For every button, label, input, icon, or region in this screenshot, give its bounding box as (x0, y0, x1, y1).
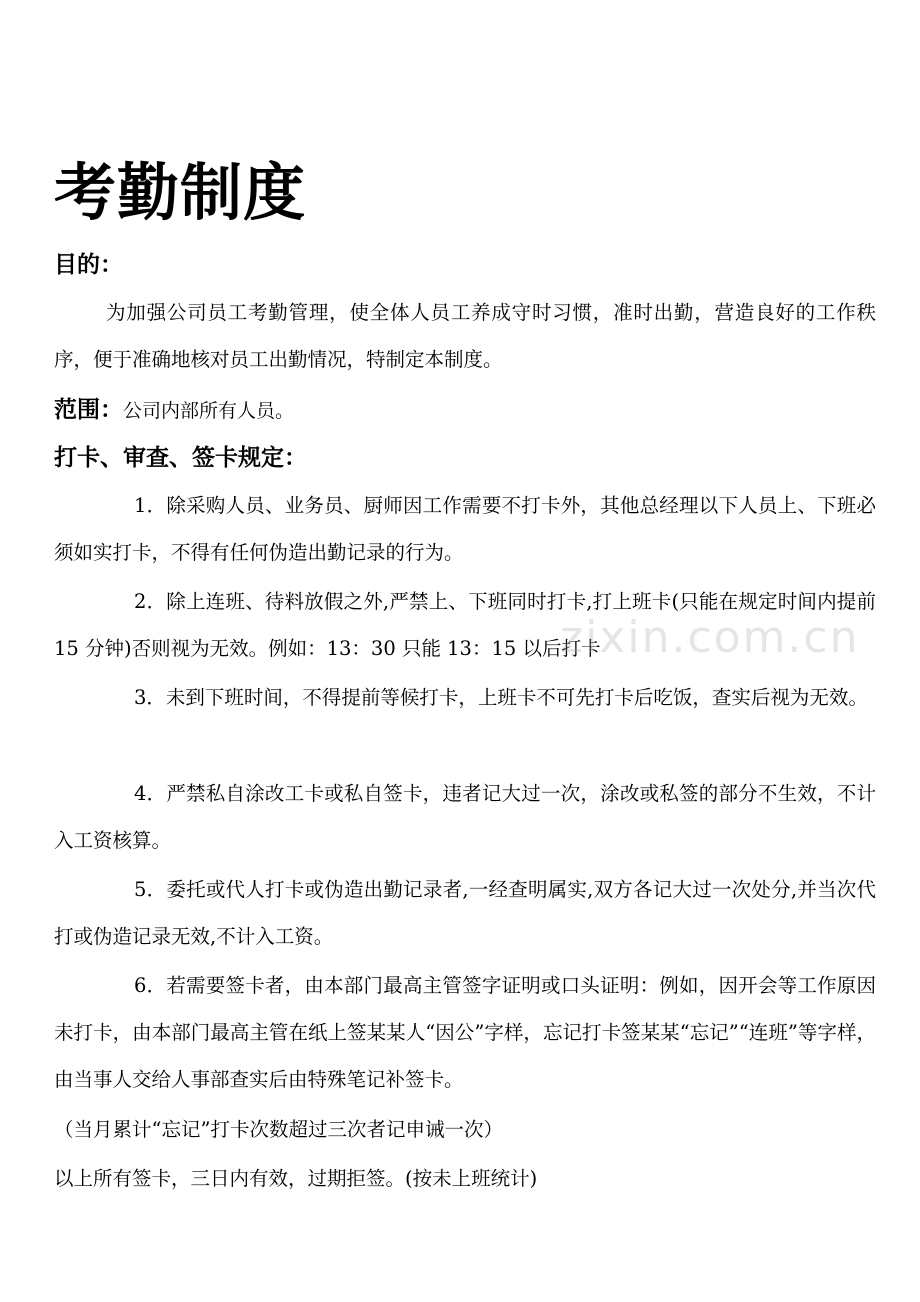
purpose-paragraph: 为加强公司员工考勤管理，使全体人员工养成守时习惯，准时出勤，营造良好的工作秩序，便于准确地核对员工出勤情况，特制定本制度。 (54, 301, 876, 371)
scope-heading: 范围： (54, 397, 123, 423)
rules-heading: 打卡、审查、签卡规定： (54, 445, 307, 471)
rule-item-3: 3．未到下班时间，不得提前等候打卡，上班卡不可先打卡后吃饭，查实后视为无效。 (134, 686, 868, 709)
rule-item-2: 2．除上连班、待料放假之外,严禁上、下班同时打卡,打上班卡(只能在规定时间内提前 15 分钟)否则视为无效。例如：13：30 只能 13：15 以后打卡 (54, 590, 876, 660)
rule-item-6: 6．若需要签卡者，由本部门最高主管签字证明或口头证明：例如，因开会等工作原因未打卡，由本部门最高主管在纸上签某某人“因公”字样，忘记打卡签某某“忘记”“连班”等字样，由当事人交给人事部查实后由特殊笔记补签卡。 (54, 974, 876, 1091)
watermark: zixin.com.cn (560, 612, 860, 663)
document-title: 考勤制度 (54, 156, 307, 229)
scope-text: 公司内部所有人员。 (123, 400, 295, 422)
note-signing-validity: 以上所有签卡，三日内有效，过期拒签。(按未上班统计) (54, 1167, 538, 1190)
rule-item-1: 1．除采购人员、业务员、厨师因工作需要不打卡外，其他总经理以下人员上、下班必须如实打卡，不得有任何伪造出勤记录的行为。 (54, 494, 876, 564)
rule-item-4: 4．严禁私自涂改工卡或私自签卡，违者记大过一次，涂改或私签的部分不生效，不计入工资核算。 (54, 782, 876, 852)
purpose-heading: 目的： (54, 252, 123, 278)
note-forget-count: （当月累计“忘记”打卡次数超过三次者记申诫一次） (54, 1118, 503, 1141)
rule-item-5: 5．委托或代人打卡或伪造出勤记录者,一经查明属实,双方各记大过一次处分,并当次代打或伪造记录无效,不计入工资。 (54, 878, 876, 948)
scope-section (54, 393, 294, 428)
